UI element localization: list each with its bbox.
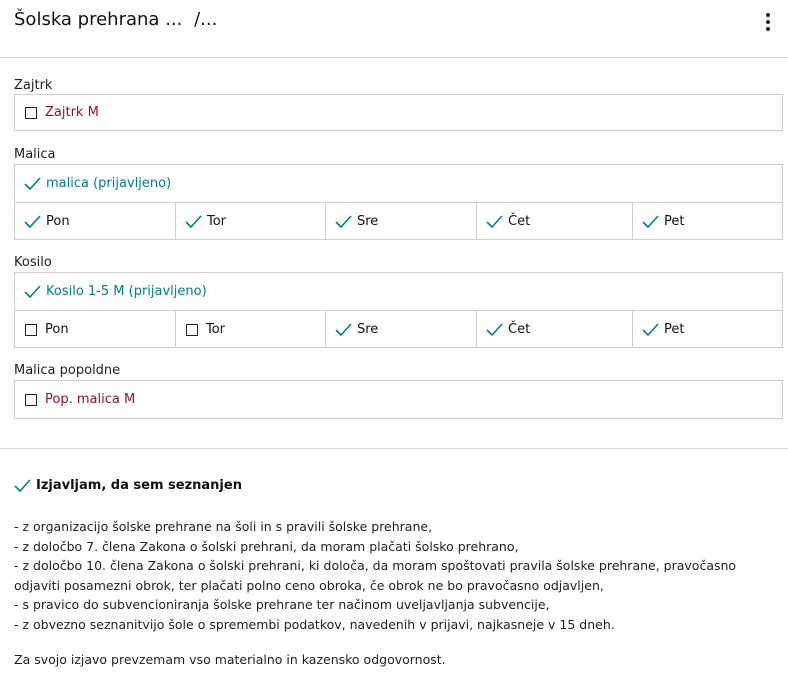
period-from: ... [165, 9, 183, 30]
checkbox-unchecked-icon [25, 324, 37, 336]
consent-checkbox[interactable] [14, 478, 242, 493]
popoldne-option[interactable] [15, 381, 782, 418]
kosilo-day-cet[interactable] [477, 311, 633, 348]
declaration-closing: Za svojo izjavo prevzemam vso materialno in kazensko odgovornost. [14, 652, 446, 667]
day-label: Čet [508, 214, 531, 229]
section-label-popoldne: Malica popoldne [14, 363, 121, 378]
declaration-text [14, 517, 784, 634]
section-label-malica: Malica [14, 147, 56, 162]
malica-day-pon[interactable] [15, 203, 176, 240]
checkbox-unchecked-icon[interactable] [25, 107, 37, 119]
declaration-line: - z organizacijo šolske prehrane na šoli in s pravili šolske prehrane, [14, 519, 433, 534]
malica-days [15, 202, 782, 240]
day-label: Sre [357, 214, 379, 229]
declaration-line: - z obvezno seznanitvijo šole o spremembi podatkov, navedenih v prijavi, najkasneje v 15 dneh. [14, 616, 615, 632]
check-icon[interactable] [14, 479, 31, 492]
declaration-line: - z določbo 7. člena Zakona o šolski prehrani, da moram plačati šolsko prehrano, [14, 538, 519, 554]
kosilo-days [15, 310, 782, 348]
kosilo-day-pet[interactable] [633, 311, 782, 348]
check-icon [185, 215, 202, 228]
malica-day-cet[interactable] [477, 203, 633, 240]
check-icon [486, 215, 503, 228]
check-icon [642, 215, 659, 228]
check-icon [335, 323, 352, 336]
kosilo-day-sre[interactable] [326, 311, 477, 348]
day-label: Pon [46, 214, 70, 229]
zajtrk-option[interactable] [15, 95, 782, 130]
check-icon[interactable] [24, 285, 41, 298]
malica-day-sre[interactable] [326, 203, 477, 240]
check-icon [335, 215, 352, 228]
day-label: Čet [508, 322, 531, 337]
checkbox-unchecked-icon [186, 324, 198, 336]
kosilo-day-pon[interactable] [15, 311, 176, 348]
day-label: Pon [45, 322, 69, 337]
check-icon [486, 323, 503, 336]
kosilo-day-tor[interactable] [176, 311, 326, 348]
popoldne-option-label: Pop. malica M [45, 392, 136, 407]
check-icon[interactable] [24, 177, 41, 190]
page-header [0, 0, 788, 58]
section-divider [0, 448, 788, 449]
malica-day-tor[interactable] [176, 203, 326, 240]
popoldne-box [14, 380, 783, 419]
malica-day-pet[interactable] [633, 203, 782, 240]
declaration-line: - s pravico do subvencioniranja šolske prehrane ter načinom uveljavljanja subvencije, [14, 597, 550, 612]
day-label: Pet [664, 214, 685, 229]
period-separator: /... [194, 9, 218, 30]
page-title [14, 9, 217, 30]
kosilo-option[interactable] [15, 273, 782, 310]
check-icon [24, 215, 41, 228]
section-label-zajtrk: Zajtrk [14, 78, 53, 93]
day-label: Pet [664, 322, 685, 337]
day-label: Tor [207, 214, 227, 229]
malica-option-label: malica (prijavljeno) [46, 176, 172, 191]
zajtrk-box [14, 94, 783, 131]
consent-label: Izjavljam, da sem seznanjen [36, 478, 242, 493]
title-text: Šolska prehrana [14, 9, 160, 30]
check-icon [642, 323, 659, 336]
declaration-line: - z določbo 10. člena Zakona o šolski prehrani, ki določa, da moram spoštovati pravila šolske prehrane, pravočasno [14, 558, 737, 573]
day-label: Sre [357, 322, 379, 337]
declaration-line: odjaviti posamezni obrok, ter plačati polno ceno obroka, če obrok ne bo pravočasno odjavljen, [14, 577, 604, 593]
kosilo-box [14, 272, 783, 348]
day-label: Tor [206, 322, 226, 337]
more-vertical-icon[interactable] [764, 13, 772, 31]
kosilo-option-label: Kosilo 1-5 M (prijavljeno) [46, 284, 207, 299]
malica-option[interactable] [15, 165, 782, 202]
malica-box [14, 164, 783, 240]
section-label-kosilo: Kosilo [14, 255, 52, 270]
checkbox-unchecked-icon[interactable] [25, 394, 37, 406]
zajtrk-option-label: Zajtrk M [45, 105, 99, 120]
